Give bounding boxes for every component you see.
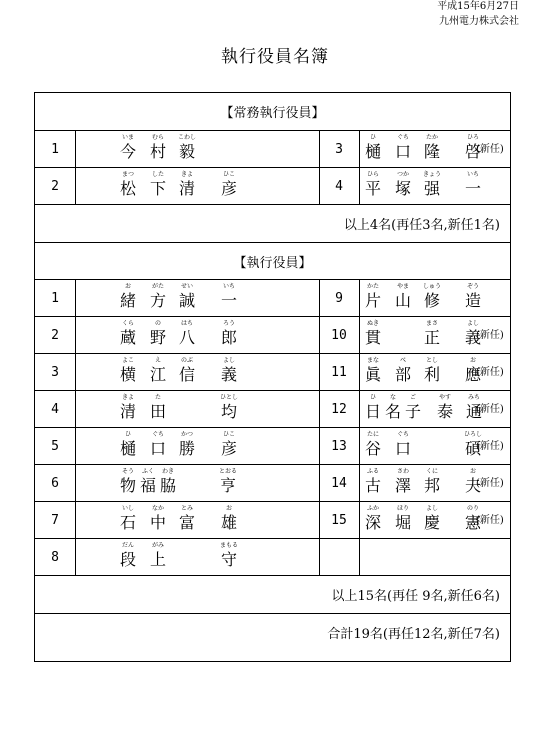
furigana-reading: ひとし — [219, 394, 238, 401]
kanji-char: 勝 — [178, 439, 195, 458]
officer-name — [35, 428, 510, 464]
officer-name — [35, 465, 510, 501]
kanji-char: 深 — [364, 513, 381, 532]
entry-number: 10 — [331, 327, 347, 343]
furigana-reading: たか — [425, 134, 438, 141]
furigana-reading: た — [154, 394, 161, 401]
furigana-reading: きよ — [180, 171, 193, 178]
entry-number: 1 — [51, 141, 59, 157]
kanji-char: 守 — [220, 550, 237, 569]
kanji-char: 口 — [394, 439, 411, 458]
kanji-char: 澤 — [394, 476, 411, 495]
furigana-reading: お — [124, 283, 131, 290]
furigana-reading: ひこ — [222, 431, 235, 438]
new-appointment-mark: (新任) — [476, 367, 504, 378]
furigana-reading: よし — [466, 320, 479, 327]
new-appointment-mark: (新任) — [476, 441, 504, 452]
furigana-reading: よこ — [121, 357, 134, 364]
kanji-char: 雄 — [220, 513, 237, 532]
furigana-reading: くに — [425, 468, 438, 475]
kanji-char: 富 — [178, 513, 195, 532]
furigana-reading: ひ — [124, 431, 131, 438]
kanji-char: 眞 — [364, 365, 381, 384]
kanji-char: 隆 — [423, 142, 440, 161]
table-row — [35, 316, 510, 353]
furigana-reading: ひこ — [222, 171, 235, 178]
furigana-reading: たに — [366, 431, 379, 438]
kanji-char: 野 — [149, 328, 166, 347]
new-appointment-mark: (新任) — [476, 478, 504, 489]
kanji-char: 樋 — [119, 439, 136, 458]
furigana-reading: ぞう — [466, 283, 479, 290]
furigana-reading: せい — [180, 283, 193, 290]
furigana-reading: まな — [366, 357, 379, 364]
entry-number: 4 — [51, 401, 59, 417]
kanji-char: 石 — [119, 513, 136, 532]
kanji-char: 段 — [119, 550, 136, 569]
furigana-reading: まさ — [425, 320, 438, 327]
furigana-reading: した — [151, 171, 164, 178]
kanji-char: 下 — [149, 179, 166, 198]
kanji-char: 山 — [394, 291, 411, 310]
furigana-reading: の — [154, 320, 161, 327]
officer-name — [35, 131, 510, 167]
furigana-reading: べ — [399, 357, 406, 364]
kanji-char: 口 — [149, 439, 166, 458]
furigana-reading: な — [389, 394, 396, 401]
summary-row — [35, 613, 510, 651]
document-date: 平成15年6月27日 — [437, 1, 519, 12]
kanji-char: 亨 — [219, 476, 236, 495]
table-row — [35, 279, 510, 316]
furigana-reading: お — [469, 468, 476, 475]
kanji-char: 憲 — [464, 513, 481, 532]
furigana-reading: がた — [151, 283, 164, 290]
kanji-char: 慶 — [423, 513, 440, 532]
kanji-char: 八 — [178, 328, 195, 347]
furigana-reading: のり — [466, 505, 479, 512]
kanji-char: 修 — [423, 291, 440, 310]
furigana-reading: ぐち — [396, 134, 409, 141]
kanji-char: 脇 — [159, 476, 176, 495]
furigana-reading: いま — [121, 134, 134, 141]
furigana-reading: とし — [425, 357, 438, 364]
entry-number: 5 — [51, 438, 59, 454]
section-header-row — [35, 242, 510, 279]
furigana-reading: くら — [121, 320, 134, 327]
kanji-char: 緒 — [119, 291, 136, 310]
kanji-char: 均 — [220, 402, 237, 421]
kanji-char: 堀 — [394, 513, 411, 532]
summary-row — [35, 575, 510, 613]
furigana-reading: こわし — [177, 134, 196, 141]
furigana-reading: そう — [121, 468, 134, 475]
officer-name — [35, 391, 510, 427]
furigana-reading: わき — [161, 468, 174, 475]
furigana-reading: だん — [121, 542, 134, 549]
entry-number: 4 — [335, 178, 343, 194]
entry-number: 13 — [331, 438, 347, 454]
new-appointment-mark: (新任) — [476, 515, 504, 526]
furigana-reading: お — [225, 505, 232, 512]
kanji-char: 名 — [384, 402, 401, 421]
entry-number: 3 — [335, 141, 343, 157]
new-appointment-mark: (新任) — [476, 144, 504, 155]
furigana-reading: え — [154, 357, 161, 364]
kanji-char: 樋 — [364, 142, 381, 161]
kanji-char: 夫 — [464, 476, 481, 495]
kanji-char: 義 — [464, 328, 481, 347]
kanji-char: 部 — [394, 365, 411, 384]
kanji-char: 彦 — [220, 179, 237, 198]
new-appointment-mark: (新任) — [476, 330, 504, 341]
furigana-reading: なか — [151, 505, 164, 512]
entry-number: 15 — [331, 512, 347, 528]
table-row — [35, 167, 510, 204]
section-header-row — [35, 93, 510, 130]
entry-number: 9 — [335, 290, 343, 306]
entry-number: 7 — [51, 512, 59, 528]
furigana-reading: ひ — [369, 394, 376, 401]
furigana-reading: ぬき — [366, 320, 379, 327]
kanji-char: 清 — [119, 402, 136, 421]
furigana-reading: しゅう — [422, 283, 441, 290]
kanji-char: 一 — [220, 291, 237, 310]
table-row — [35, 390, 510, 427]
furigana-reading: ろう — [222, 320, 235, 327]
page-title: 執行役員名簿 — [221, 47, 329, 67]
kanji-char: 泰 — [436, 402, 453, 421]
furigana-reading: お — [469, 357, 476, 364]
entry-number: 11 — [331, 364, 347, 380]
summary-text: 以上15名(再任 9名,新任6名) — [331, 589, 500, 604]
furigana-reading: はち — [180, 320, 193, 327]
kanji-char: 蔵 — [119, 328, 136, 347]
entry-number: 12 — [331, 401, 347, 417]
furigana-reading: ぐち — [396, 431, 409, 438]
furigana-reading: つか — [396, 171, 409, 178]
kanji-char: 中 — [149, 513, 166, 532]
furigana-reading: やま — [396, 283, 409, 290]
furigana-reading: ひろし — [463, 431, 482, 438]
entry-number: 14 — [331, 475, 347, 491]
kanji-char: 毅 — [178, 142, 195, 161]
entry-number: 6 — [51, 475, 59, 491]
section-heading: 【執行役員】 — [233, 255, 312, 271]
kanji-char: 江 — [149, 365, 166, 384]
furigana-reading: ひら — [366, 171, 379, 178]
kanji-char: 片 — [364, 291, 381, 310]
section-heading: 【常務執行役員】 — [220, 106, 325, 121]
furigana-reading: きよ — [121, 394, 134, 401]
furigana-reading: ひろ — [466, 134, 479, 141]
kanji-char: 信 — [178, 365, 195, 384]
furigana-reading: よし — [222, 357, 235, 364]
entry-number: 2 — [51, 178, 59, 194]
furigana-reading: かた — [366, 283, 379, 290]
kanji-char: 一 — [464, 179, 481, 198]
furigana-reading: さわ — [396, 468, 409, 475]
officer-name — [35, 317, 510, 353]
kanji-char: 古 — [364, 476, 381, 495]
entry-number: 2 — [51, 327, 59, 343]
officer-name — [35, 354, 510, 390]
furigana-reading: ふか — [366, 505, 379, 512]
kanji-char: 啓 — [464, 142, 481, 161]
table-row — [35, 130, 510, 167]
table-row — [35, 501, 510, 538]
table-row — [35, 353, 510, 390]
new-appointment-mark: (新任) — [476, 404, 504, 415]
table-row — [35, 464, 510, 501]
furigana-reading: まつ — [121, 171, 134, 178]
furigana-reading: いち — [222, 283, 235, 290]
company-name: 九州電力株式会社 — [439, 16, 519, 27]
furigana-reading: ふく — [141, 468, 154, 475]
furigana-reading: やす — [438, 394, 451, 401]
officer-name — [35, 502, 510, 538]
kanji-char: 田 — [149, 402, 166, 421]
kanji-char: 福 — [139, 476, 156, 495]
furigana-reading: いち — [466, 171, 479, 178]
entry-number: 1 — [51, 290, 59, 306]
furigana-reading: かつ — [180, 431, 193, 438]
kanji-char: 貫 — [364, 328, 381, 347]
kanji-char: 誠 — [178, 291, 195, 310]
officer-name — [35, 280, 510, 316]
kanji-char: 平 — [364, 179, 381, 198]
kanji-char: 清 — [178, 179, 195, 198]
kanji-char: 村 — [149, 142, 166, 161]
furigana-reading: よし — [425, 505, 438, 512]
officer-roster-table — [34, 92, 511, 662]
kanji-char: 松 — [119, 179, 136, 198]
furigana-reading: のぶ — [180, 357, 193, 364]
furigana-reading: いし — [121, 505, 134, 512]
kanji-char: 義 — [220, 365, 237, 384]
furigana-reading: ふる — [366, 468, 379, 475]
kanji-char: 彦 — [220, 439, 237, 458]
furigana-reading: がみ — [151, 542, 164, 549]
furigana-reading: まもる — [219, 542, 238, 549]
kanji-char: 子 — [404, 402, 421, 421]
kanji-char: 物 — [119, 476, 136, 495]
furigana-reading: きょう — [422, 171, 441, 178]
kanji-char: 塚 — [394, 179, 411, 198]
kanji-char: 通 — [465, 402, 482, 421]
kanji-char: 利 — [423, 365, 440, 384]
kanji-char: 碩 — [464, 439, 481, 458]
table-row — [35, 538, 510, 575]
kanji-char: 强 — [423, 179, 440, 198]
kanji-char: 口 — [394, 142, 411, 161]
kanji-char: 邦 — [423, 476, 440, 495]
kanji-char: 谷 — [364, 439, 381, 458]
furigana-reading: とみ — [180, 505, 193, 512]
officer-name — [35, 168, 510, 204]
furigana-reading: ほり — [396, 505, 409, 512]
kanji-char: 上 — [149, 550, 166, 569]
kanji-char: 郎 — [220, 328, 237, 347]
entry-number: 8 — [51, 549, 59, 565]
entry-number: 3 — [51, 364, 59, 380]
kanji-char: 日 — [364, 402, 381, 421]
kanji-char: 今 — [119, 142, 136, 161]
officer-name — [35, 539, 510, 575]
kanji-char: 方 — [149, 291, 166, 310]
furigana-reading: ひ — [369, 134, 376, 141]
furigana-reading: とおる — [218, 468, 237, 475]
furigana-reading: みち — [467, 394, 480, 401]
furigana-reading: ご — [409, 394, 416, 401]
kanji-char: 正 — [423, 328, 440, 347]
furigana-reading: ぐち — [151, 431, 164, 438]
kanji-char: 横 — [119, 365, 136, 384]
table-row — [35, 427, 510, 464]
summary-row — [35, 204, 510, 242]
summary-text: 合計19名(再任12名,新任7名) — [327, 627, 500, 642]
furigana-reading: むら — [151, 134, 164, 141]
summary-text: 以上4名(再任3名,新任1名) — [343, 218, 500, 233]
kanji-char: 造 — [464, 291, 481, 310]
kanji-char: 應 — [464, 365, 481, 384]
